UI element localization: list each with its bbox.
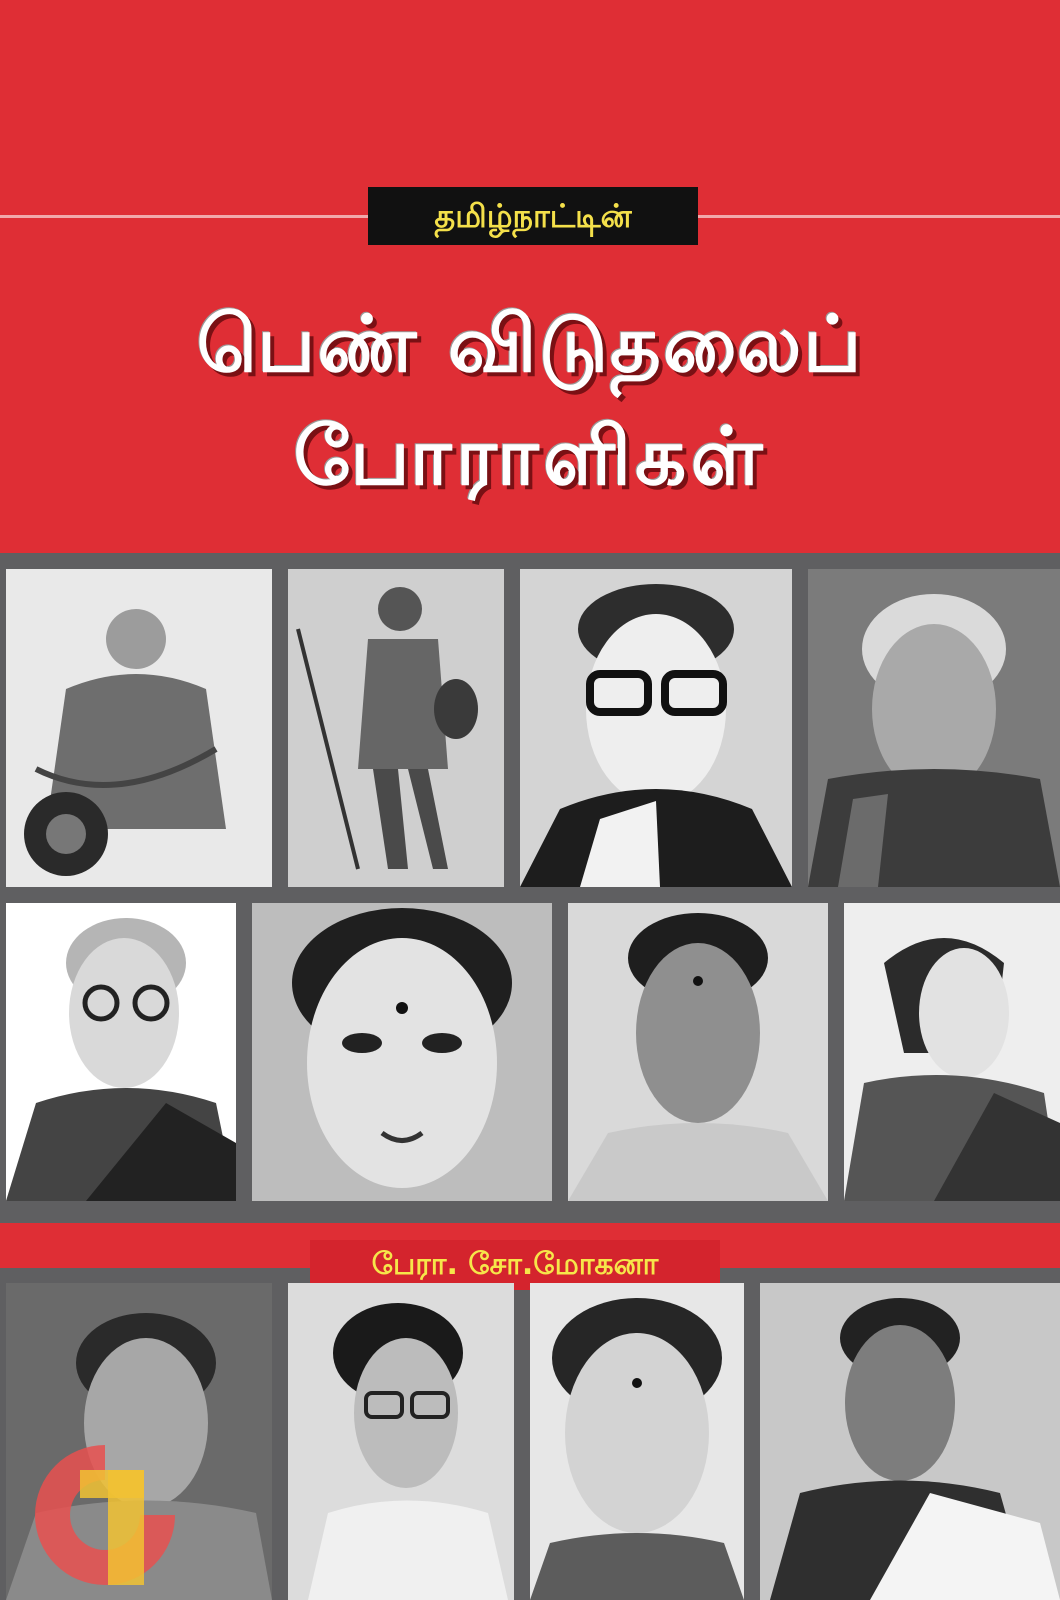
left-rule [0,215,368,218]
woman-profile-sketch-portrait [844,903,1060,1201]
elderly-woman-glasses-portrait [6,903,236,1201]
cover-kicker: தமிழ்நாட்டின் [368,187,698,245]
author-name: பேரா. சோ.மோகனா [310,1240,720,1290]
woman-smiling-portrait [530,1283,744,1600]
cover-title-line2: போராளிகள் [293,410,767,503]
publisher-logo-icon [20,1430,190,1600]
warrior-queen-chariot-portrait [6,569,272,887]
cover-title-line1: பெண் விடுதலைப் [196,300,864,390]
woman-glasses-portrait [520,569,792,887]
warrior-woman-spear-portrait [288,569,504,887]
woman-shawl-portrait [760,1283,1060,1600]
young-woman-glasses-portrait [288,1283,514,1600]
elderly-woman-portrait [808,569,1060,887]
woman-bindi-photo-portrait [568,903,828,1201]
right-rule [698,215,1060,218]
woman-sketch-portrait [252,903,552,1201]
